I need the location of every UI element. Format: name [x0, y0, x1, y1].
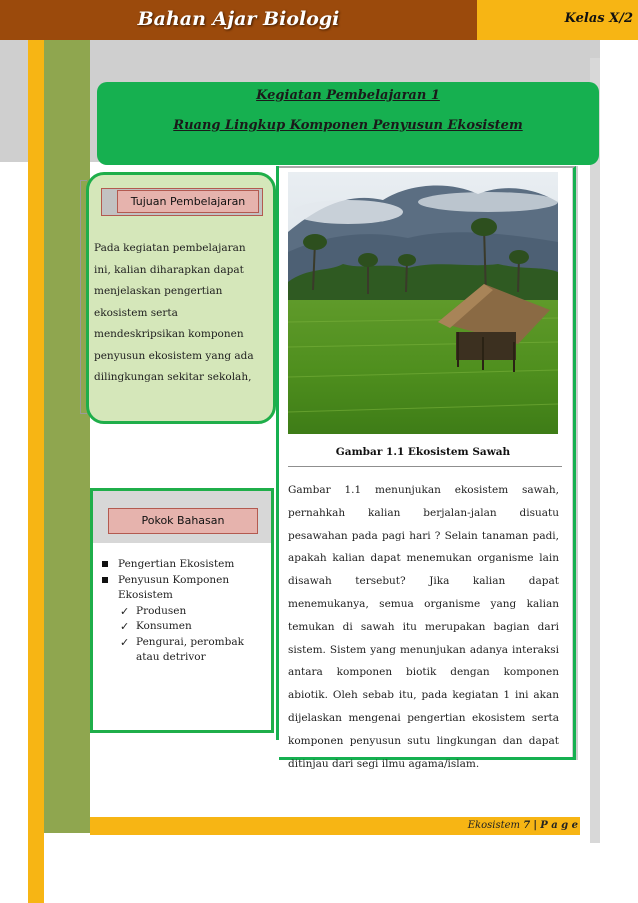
footer-separator: |	[533, 820, 537, 831]
header-title: Bahan Ajar Biologi	[137, 8, 340, 30]
footer-page-word: P a g e	[540, 820, 578, 831]
tujuan-text	[94, 238, 264, 389]
header-class-label: Kelas X/2	[564, 11, 633, 26]
column-divider	[276, 166, 279, 740]
tujuan-line: penyusun ekosistem yang ada	[94, 349, 254, 362]
square-bullet-icon	[102, 561, 108, 567]
list-subitem: ✓ Pengurai, perombak	[120, 635, 244, 649]
pokok-tab: Pokok Bahasan	[108, 508, 258, 534]
caption-rule	[288, 466, 562, 467]
list-item: Penyusun Komponen	[102, 573, 272, 589]
figure-caption: Gambar 1.1 Ekosistem Sawah	[335, 446, 511, 458]
tujuan-line: ini, kalian diharapkan dapat	[94, 263, 244, 276]
check-icon: ✓	[120, 620, 130, 633]
tujuan-line: ekosistem serta	[94, 306, 178, 319]
right-grey-strip	[590, 58, 600, 843]
list-subitem: ✓ Produsen	[120, 604, 187, 618]
check-icon: ✓	[120, 635, 130, 649]
list-subitem: ✓ Konsumen	[120, 620, 192, 633]
body-paragraph: Gambar 1.1 menunjukan ekosistem sawah, pernahkah kalian berjalan-jalan disuatu pesawahan pada pagi hari ? Selain tanaman padi, apakah kalian dapat menemukan organisme lain disawah tersebut? Jika kalian dapat menemukanya, semua organisme yang kalian temukan di sawah itu merupakan bagian dari sistem. Sistem yang menunjukan adanya interaksi antara komponen biotik dengan komponen abiotik. Oleh sebab itu, pada kegiatan 1 ini akan dijelaskan mengenai pengertian ekosistem serta komponen penyusun sutu lingkungan dan dapat ditinjau dari segi ilmu agama/islam.	[288, 484, 559, 770]
lesson-title: Kegiatan Pembelajaran 1	[256, 88, 440, 103]
list-item-continuation: Ekosistem	[118, 589, 173, 601]
left-olive-bar	[44, 40, 90, 833]
list-item: Pengertian Ekosistem	[102, 557, 272, 573]
rice-field-photo	[288, 172, 558, 442]
list-subitem-continuation: atau detrivor	[136, 651, 206, 663]
lesson-subtitle: Ruang Lingkup Komponen Penyusun Ekosistem	[173, 118, 523, 133]
tujuan-line: Pada kegiatan pembelajaran	[94, 242, 246, 254]
tujuan-tab: Tujuan Pembelajaran	[117, 190, 259, 213]
square-bullet-icon	[102, 577, 108, 583]
tujuan-line: menjelaskan pengertian	[94, 285, 223, 297]
pokok-list	[102, 557, 272, 666]
tujuan-line: dilingkungan sekitar sekolah,	[94, 371, 252, 383]
footer-page-label	[90, 817, 578, 835]
tujuan-line: mendeskripsikan komponen	[94, 328, 244, 340]
footer-page-number: 7	[523, 820, 531, 831]
footer-section: Ekosistem	[467, 820, 521, 831]
check-icon: ✓	[120, 604, 130, 618]
left-yellow-bar	[28, 40, 44, 903]
